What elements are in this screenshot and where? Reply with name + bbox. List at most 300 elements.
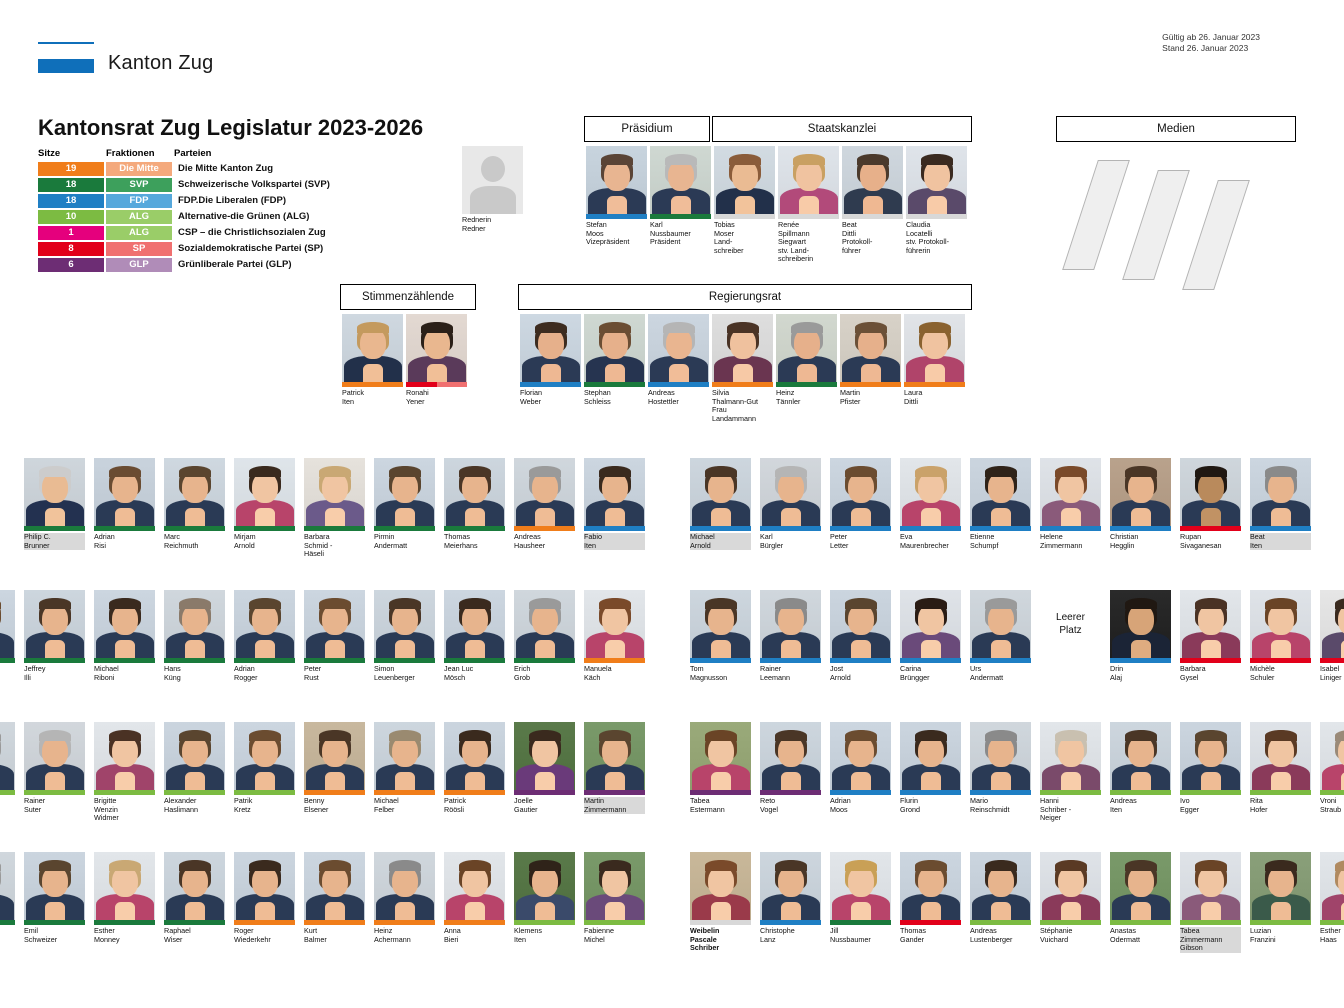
party-color-bar — [304, 920, 365, 925]
member-name: Stefan Moos Vizepräsident — [586, 220, 630, 247]
member-name: Patrick Iten — [342, 388, 364, 406]
member-card-right[interactable] — [1110, 722, 1171, 814]
party-color-bar — [970, 790, 1031, 795]
member-card-right[interactable] — [830, 722, 891, 814]
member-name: Andreas Iten — [1110, 796, 1137, 814]
member-card-right[interactable] — [970, 458, 1031, 550]
member-name: Anastas Odermatt — [1110, 926, 1140, 944]
member-photo — [514, 852, 575, 920]
member-card[interactable] — [342, 314, 403, 406]
portrait-photo — [304, 852, 365, 920]
member-card[interactable] — [406, 314, 467, 406]
portrait-photo — [1320, 590, 1344, 658]
party-color-bar — [1320, 658, 1344, 663]
member-name: Ivo Egger — [1180, 796, 1200, 814]
member-photo — [584, 458, 645, 526]
portrait-photo — [1180, 852, 1241, 920]
legend-seat-count: 8 — [38, 242, 104, 256]
logo-bar-thin — [38, 42, 94, 44]
member-card-left[interactable] — [304, 852, 365, 944]
member-photo — [584, 722, 645, 790]
member-photo — [1040, 852, 1101, 920]
member-name: Adrian Risi — [94, 532, 115, 550]
portrait-photo — [1250, 590, 1311, 658]
member-photo — [164, 458, 225, 526]
legend-party-name: Die Mitte Kanton Zug — [178, 163, 273, 174]
member-card-right[interactable] — [690, 590, 751, 682]
party-color-bar — [1320, 790, 1344, 795]
member-card[interactable] — [648, 314, 709, 406]
member-card-left[interactable] — [514, 852, 575, 944]
portrait-photo — [690, 590, 751, 658]
member-name: Stephan Schleiss — [584, 388, 611, 406]
member-card-right[interactable] — [830, 590, 891, 682]
party-color-bar — [714, 214, 775, 219]
member-name: Klemens Iten — [514, 926, 542, 944]
portrait-photo — [164, 590, 225, 658]
member-card-left[interactable] — [94, 458, 155, 550]
member-card-left[interactable] — [444, 458, 505, 550]
member-name: Andreas Lustenberger — [970, 926, 1013, 944]
member-card[interactable] — [842, 146, 903, 255]
member-photo — [712, 314, 773, 382]
party-color-bar — [1250, 790, 1311, 795]
member-name: Patrick Röösli — [444, 796, 466, 814]
member-card-left[interactable] — [374, 458, 435, 550]
member-card-right[interactable] — [1040, 852, 1101, 944]
member-card-right[interactable] — [690, 722, 751, 814]
legend-fraktion-name: GLP — [106, 258, 172, 272]
member-photo — [374, 852, 435, 920]
legend-row — [38, 258, 334, 272]
member-name: Beat Dittli Protokoll- führer — [842, 220, 873, 255]
member-card-left[interactable] — [164, 722, 225, 814]
member-photo — [514, 590, 575, 658]
party-color-bar — [1110, 920, 1171, 925]
member-card-right[interactable] — [1250, 852, 1311, 944]
kanton-zug-logo — [38, 42, 94, 72]
media-desk-3 — [1182, 180, 1250, 290]
member-name: Jeffrey Illi — [24, 664, 46, 682]
portrait-photo — [760, 458, 821, 526]
member-card-right[interactable] — [970, 852, 1031, 944]
party-color-bar — [444, 790, 505, 795]
party-color-bar — [970, 526, 1031, 531]
member-card[interactable] — [650, 146, 711, 247]
legend-party-name: Alternative-die Grünen (ALG) — [178, 211, 310, 222]
legend-col-parteien: Parteien — [174, 148, 212, 159]
portrait-photo — [970, 590, 1031, 658]
page-title: Kantonsrat Zug Legislatur 2023-2026 — [38, 115, 424, 140]
portrait-photo — [234, 722, 295, 790]
legend-seat-count: 10 — [38, 210, 104, 224]
member-photo — [648, 314, 709, 382]
party-color-bar — [1180, 790, 1241, 795]
member-card-right[interactable] — [1250, 722, 1311, 814]
member-name: Adrian Moos — [830, 796, 851, 814]
member-name: Claudia Locatelli stv. Protokoll- führerin — [906, 220, 950, 255]
member-card-left[interactable] — [514, 722, 575, 814]
member-card-left[interactable] — [234, 458, 295, 550]
member-card-right[interactable] — [1250, 458, 1311, 550]
portrait-photo — [1040, 852, 1101, 920]
party-color-bar — [234, 526, 295, 531]
member-card-left[interactable] — [94, 590, 155, 682]
member-photo — [1320, 722, 1344, 790]
party-color-bar — [304, 526, 365, 531]
member-card-right[interactable] — [1320, 852, 1344, 944]
member-photo — [1250, 852, 1311, 920]
member-name: Esther Haas — [1320, 926, 1341, 944]
member-photo — [374, 590, 435, 658]
member-card-right[interactable] — [1250, 590, 1311, 682]
member-name: Karl Nussbaumer Präsident — [650, 220, 691, 247]
legend-party-name: FDP.Die Liberalen (FDP) — [178, 195, 287, 206]
party-color-bar — [760, 526, 821, 531]
member-photo — [1320, 590, 1344, 658]
party-color-bar — [1320, 920, 1344, 925]
party-color-bar — [970, 658, 1031, 663]
party-color-bar — [830, 658, 891, 663]
member-photo — [234, 590, 295, 658]
portrait-photo — [304, 722, 365, 790]
party-color-bar — [690, 526, 751, 531]
member-card-right[interactable] — [1320, 722, 1344, 814]
member-photo — [760, 590, 821, 658]
party-color-bar — [164, 920, 225, 925]
portrait-photo — [760, 852, 821, 920]
party-color-bar — [1250, 526, 1311, 531]
legend-seat-count: 1 — [38, 226, 104, 240]
media-desk-2 — [1122, 170, 1190, 280]
member-name: Christian Hegglin — [1110, 532, 1139, 550]
member-photo — [304, 458, 365, 526]
member-card-right[interactable] — [1110, 852, 1171, 944]
member-card-left[interactable] — [94, 722, 155, 823]
portrait-photo — [342, 314, 403, 382]
member-photo — [24, 458, 85, 526]
member-name: Tabea Zimmermann Gibson — [1180, 927, 1241, 953]
member-name: Hans Küng — [164, 664, 181, 682]
member-name: Hanni Schriber - Neiger — [1040, 796, 1072, 823]
party-color-bar — [94, 658, 155, 663]
speaker-label: Rednerin Redner — [462, 215, 492, 233]
member-card-left[interactable] — [164, 590, 225, 682]
member-card-left[interactable] — [0, 852, 15, 944]
legend-col-fraktionen: Fraktionen — [106, 148, 155, 159]
member-card-right[interactable] — [970, 722, 1031, 814]
party-color-bar — [1110, 658, 1171, 663]
member-card-right[interactable] — [1040, 458, 1101, 550]
party-color-bar — [514, 920, 575, 925]
party-color-bar — [1110, 790, 1171, 795]
portrait-photo — [690, 852, 751, 920]
party-color-bar — [904, 382, 965, 387]
portrait-photo — [970, 852, 1031, 920]
member-card-right[interactable] — [760, 852, 821, 944]
member-photo — [342, 314, 403, 382]
party-color-bar — [24, 920, 85, 925]
member-name: Pirmin Andermatt — [374, 532, 408, 550]
legend-seat-count: 18 — [38, 194, 104, 208]
member-card-right[interactable] — [970, 590, 1031, 682]
member-card-right[interactable] — [1180, 722, 1241, 814]
legend-party-name: Sozialdemokratische Partei (SP) — [178, 243, 324, 254]
member-card-right[interactable] — [690, 852, 751, 953]
member-card-right[interactable] — [1040, 722, 1101, 823]
member-card-left[interactable] — [24, 722, 85, 814]
member-photo — [1110, 722, 1171, 790]
party-color-bar — [712, 382, 773, 387]
member-card-left[interactable] — [164, 852, 225, 944]
member-card-left[interactable] — [164, 458, 225, 550]
member-name: Flurin Grond — [900, 796, 920, 814]
member-photo — [1250, 458, 1311, 526]
member-name: Manuela Käch — [584, 664, 612, 682]
member-card-right[interactable] — [830, 458, 891, 550]
member-card-left[interactable] — [444, 852, 505, 944]
member-name: Anna Bieri — [444, 926, 461, 944]
member-photo — [760, 722, 821, 790]
portrait-photo — [1320, 722, 1344, 790]
portrait-photo — [514, 852, 575, 920]
member-card[interactable] — [840, 314, 901, 406]
party-color-bar — [584, 658, 645, 663]
member-card-left[interactable] — [24, 458, 85, 550]
member-name: Joelle Gautier — [514, 796, 538, 814]
validity-note — [1162, 32, 1260, 54]
party-color-bar — [164, 526, 225, 531]
member-photo — [24, 590, 85, 658]
member-name: Karl Bürgler — [760, 532, 784, 550]
member-card-left[interactable] — [584, 458, 645, 550]
party-color-bar — [514, 790, 575, 795]
member-card[interactable] — [904, 314, 965, 406]
portrait-photo — [514, 722, 575, 790]
party-color-bar — [842, 214, 903, 219]
legend-seat-count: 18 — [38, 178, 104, 192]
portrait-photo — [520, 314, 581, 382]
portrait-photo — [374, 458, 435, 526]
portrait-photo — [1250, 458, 1311, 526]
member-card-left[interactable] — [234, 852, 295, 944]
member-card[interactable] — [586, 146, 647, 247]
party-color-bar — [760, 920, 821, 925]
member-name: Reto Vogel — [760, 796, 778, 814]
member-card-left[interactable] — [584, 852, 645, 944]
member-name: Tobias Moser Land- schreiber — [714, 220, 744, 255]
member-card-right[interactable] — [1110, 458, 1171, 550]
party-color-bar — [900, 526, 961, 531]
member-photo — [830, 590, 891, 658]
party-color-bar — [970, 920, 1031, 925]
member-card[interactable] — [714, 146, 775, 255]
portrait-photo — [234, 852, 295, 920]
member-photo — [444, 852, 505, 920]
member-name: Christophe Lanz — [760, 926, 795, 944]
member-card-right[interactable] — [1320, 590, 1344, 682]
member-card-left[interactable] — [304, 458, 365, 559]
member-card-left[interactable] — [304, 590, 365, 682]
portrait-photo — [830, 590, 891, 658]
member-photo — [234, 852, 295, 920]
section-title-stimmenzaehlende: Stimmenzählende — [340, 284, 476, 310]
media-desk-1 — [1062, 160, 1130, 270]
member-card-left[interactable] — [444, 590, 505, 682]
member-card-right[interactable] — [1180, 590, 1241, 682]
member-photo — [444, 722, 505, 790]
legend-seat-count: 19 — [38, 162, 104, 176]
portrait-photo — [760, 722, 821, 790]
party-color-bar — [900, 790, 961, 795]
member-card-left[interactable] — [584, 590, 645, 682]
member-name: Stéphanie Vuichard — [1040, 926, 1073, 944]
member-name: Isabel Liniger — [1320, 664, 1342, 682]
portrait-photo — [840, 314, 901, 382]
member-name: Barbara Schmid - Häseli — [304, 532, 333, 559]
party-color-bar — [1180, 920, 1241, 925]
member-name: Michèle Schuler — [1250, 664, 1275, 682]
member-photo — [776, 314, 837, 382]
member-photo — [164, 722, 225, 790]
member-photo — [1040, 722, 1101, 790]
portrait-photo — [584, 314, 645, 382]
portrait-photo — [164, 458, 225, 526]
member-card-right[interactable] — [900, 590, 961, 682]
portrait-photo — [584, 590, 645, 658]
portrait-photo — [24, 590, 85, 658]
party-color-bar — [514, 658, 575, 663]
portrait-photo — [900, 458, 961, 526]
member-card-left[interactable] — [444, 722, 505, 814]
member-card-left[interactable] — [584, 722, 645, 814]
party-color-bar — [164, 790, 225, 795]
member-name: Michael Riboni — [94, 664, 119, 682]
member-name: Thomas Gander — [900, 926, 926, 944]
portrait-photo — [842, 146, 903, 214]
member-card-left[interactable] — [234, 590, 295, 682]
member-card-right[interactable] — [1180, 852, 1241, 953]
member-photo — [0, 852, 15, 920]
portrait-photo — [0, 852, 15, 920]
portrait-photo — [1250, 852, 1311, 920]
portrait-photo — [586, 146, 647, 214]
portrait-photo — [776, 314, 837, 382]
member-card-left[interactable] — [374, 722, 435, 814]
member-card-left[interactable] — [24, 590, 85, 682]
party-color-bar — [0, 920, 15, 925]
member-photo — [970, 852, 1031, 920]
portrait-photo — [234, 458, 295, 526]
member-photo — [1040, 458, 1101, 526]
portrait-photo — [514, 458, 575, 526]
party-color-bar — [444, 920, 505, 925]
member-name: Renée Spillmann Siegwart stv. Land- schreiberin — [778, 220, 814, 264]
party-color-bar — [690, 658, 751, 663]
member-card-left[interactable] — [514, 458, 575, 550]
member-card-left[interactable] — [514, 590, 575, 682]
member-card[interactable] — [906, 146, 967, 255]
member-card-left[interactable] — [374, 852, 435, 944]
member-card-left[interactable] — [234, 722, 295, 814]
member-name: Rainer Leemann — [760, 664, 790, 682]
portrait-photo — [904, 314, 965, 382]
member-card-right[interactable] — [900, 852, 961, 944]
party-color-bar — [304, 658, 365, 663]
legend-fraktion-name: SVP — [106, 178, 172, 192]
portrait-photo — [24, 722, 85, 790]
member-name: Emil Schweizer — [24, 926, 58, 944]
member-photo — [1180, 458, 1241, 526]
member-card-right[interactable] — [900, 458, 961, 550]
party-color-bar — [586, 214, 647, 219]
member-photo — [24, 722, 85, 790]
portrait-photo — [444, 458, 505, 526]
status-date-line: Stand 26. Januar 2023 — [1162, 43, 1249, 53]
member-card-right[interactable] — [760, 458, 821, 550]
member-card[interactable] — [776, 314, 837, 406]
member-card-left[interactable] — [304, 722, 365, 814]
portrait-photo — [514, 590, 575, 658]
party-color-bar — [234, 920, 295, 925]
member-card[interactable] — [712, 314, 773, 423]
member-card-left[interactable] — [374, 590, 435, 682]
party-color-bar — [840, 382, 901, 387]
legend-row — [38, 162, 334, 176]
member-card-right[interactable] — [760, 590, 821, 682]
member-card[interactable] — [584, 314, 645, 406]
member-card-left[interactable] — [94, 852, 155, 944]
member-photo — [830, 722, 891, 790]
party-color-bar — [406, 382, 467, 387]
member-card-right[interactable] — [690, 458, 751, 550]
member-name: Philip C. Brunner — [24, 533, 85, 550]
portrait-photo — [1180, 590, 1241, 658]
portrait-photo — [0, 722, 15, 790]
member-card-right[interactable] — [760, 722, 821, 814]
member-card-left[interactable] — [24, 852, 85, 944]
portrait-photo — [24, 852, 85, 920]
member-name: Michael Felber — [374, 796, 399, 814]
member-card-left[interactable] — [0, 590, 15, 682]
member-name: Etienne Schumpf — [970, 532, 999, 550]
member-photo — [1320, 852, 1344, 920]
member-photo — [304, 590, 365, 658]
party-color-bar — [374, 920, 435, 925]
portrait-photo — [714, 146, 775, 214]
party-color-bar — [520, 382, 581, 387]
member-photo — [164, 852, 225, 920]
member-card-right[interactable] — [830, 852, 891, 944]
portrait-photo — [374, 722, 435, 790]
member-photo — [374, 458, 435, 526]
party-color-bar — [584, 920, 645, 925]
media-desks — [1060, 160, 1290, 280]
member-name: Tom Magnusson — [690, 664, 728, 682]
member-photo — [690, 722, 751, 790]
member-name: Luzian Franzini — [1250, 926, 1276, 944]
member-card[interactable] — [778, 146, 839, 264]
member-card[interactable] — [520, 314, 581, 406]
party-color-bar — [650, 214, 711, 219]
member-card-left[interactable] — [0, 722, 15, 814]
member-card-right[interactable] — [1110, 590, 1171, 682]
member-card-right[interactable] — [900, 722, 961, 814]
portrait-photo — [444, 852, 505, 920]
member-photo — [906, 146, 967, 214]
member-name: Ronahi Yener — [406, 388, 429, 406]
member-card-right[interactable] — [1180, 458, 1241, 550]
